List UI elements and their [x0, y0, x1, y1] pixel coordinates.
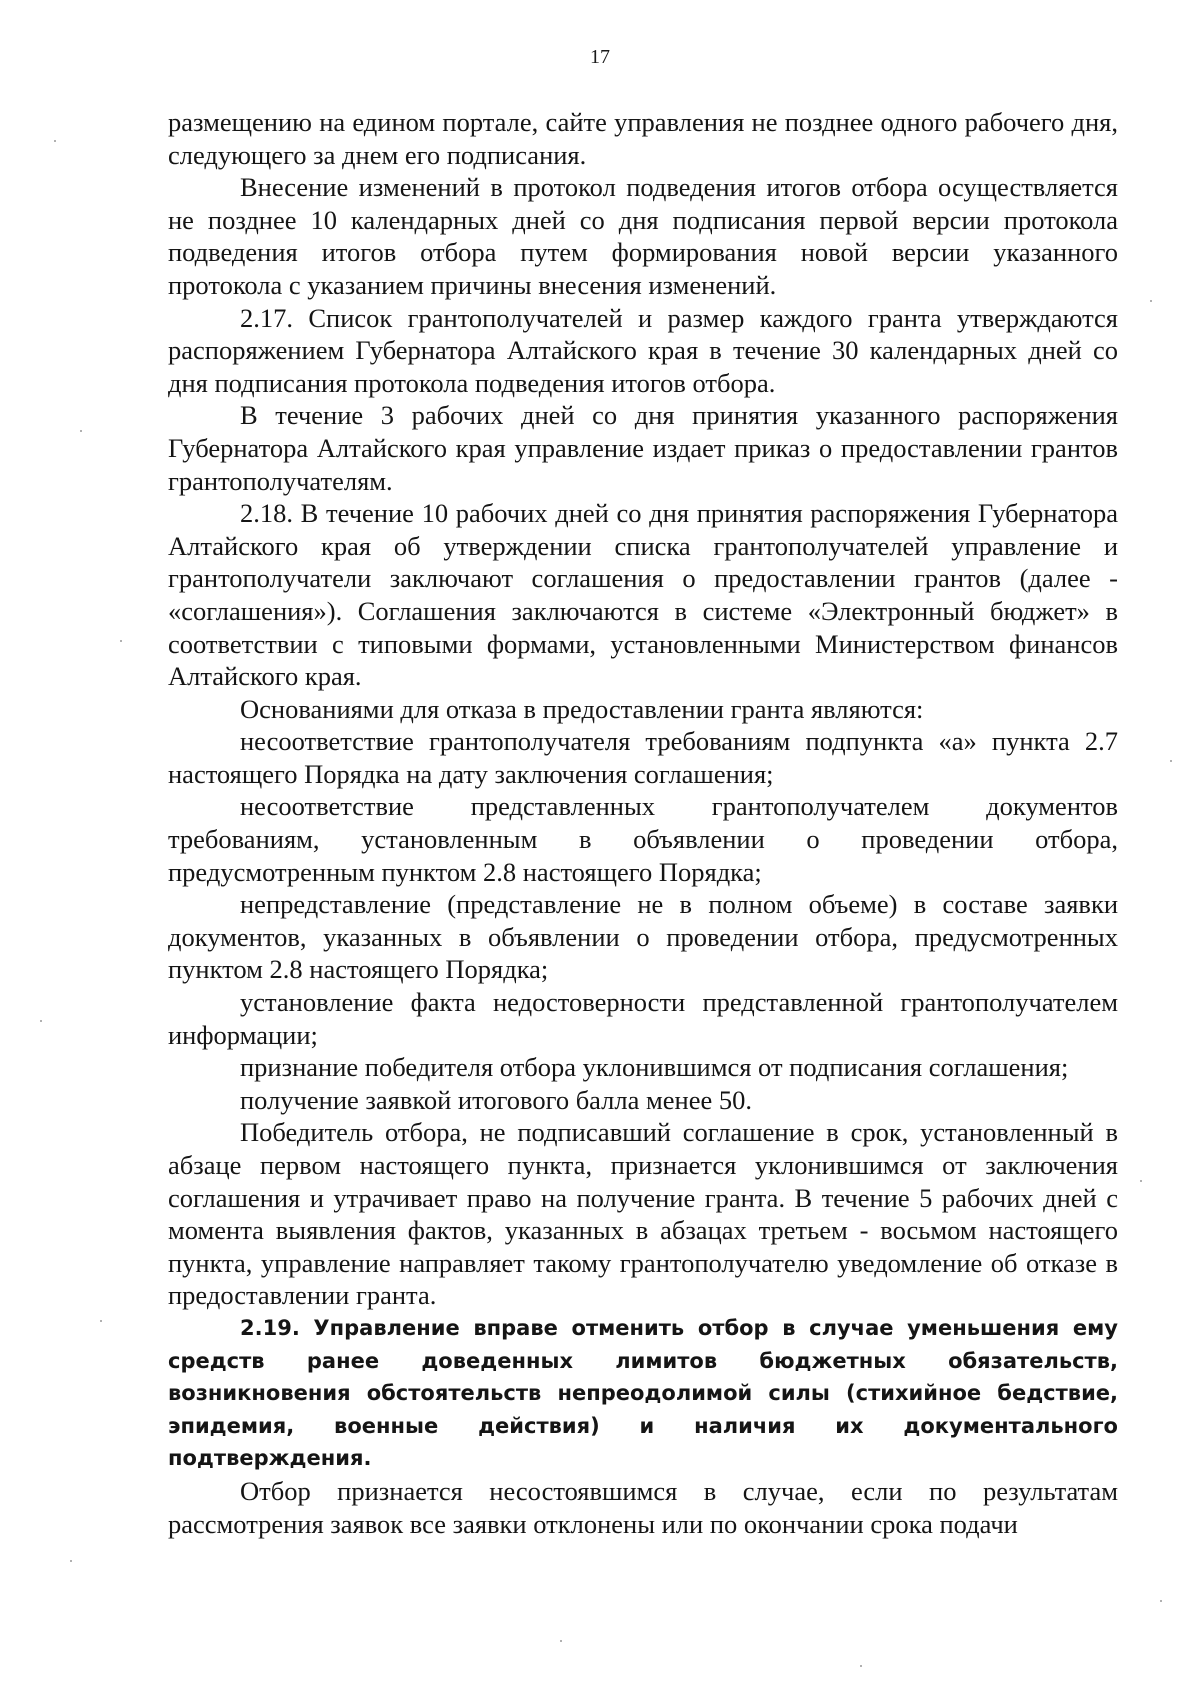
scan-speck: [1170, 760, 1172, 762]
scan-speck: [1160, 1600, 1162, 1602]
paragraph: 2.17. Список грантополучателей и размер каждого гранта утверждаются распоряжением Губернатора Алтайского края в течение 30 календарных дней со дня подписания протокола подведения итогов отбора.: [168, 302, 1118, 398]
paragraph: признание победителя отбора уклонившимся от подписания соглашения;: [240, 1052, 1069, 1083]
scan-speck: [860, 1665, 862, 1667]
scan-speck: [70, 1560, 72, 1562]
paragraph: Победитель отбора, не подписавший соглашение в срок, установленный в абзаце первом настоящего пункта, признается уклонившимся от заключения соглашения и утрачивает право на получение гранта. В течение 5 рабочих дней с момента выявления фактов, указанных в абзацах третьем - восьмом настоящего пункта, управление направляет такому грантополучателю уведомление об отказе в предоставлении гранта.: [168, 1117, 1118, 1311]
paragraph: Внесение изменений в протокол подведения итогов отбора осуществляется не позднее 10 календарных дней со дня подписания первой версии протокола подведения итогов отбора путем формирования новой версии указанного протокола с указанием причины внесения изменений.: [168, 172, 1118, 300]
paragraph: Отбор признается несостоявшимся в случае, если по результатам рассмотрения заявок все заявки отклонены или по окончании срока подачи: [168, 1475, 1118, 1539]
paragraph: установление факта недостоверности представленной грантополучателем информации;: [168, 987, 1118, 1050]
document-body: [168, 106, 1118, 1540]
paragraph: несоответствие представленных грантополучателем документов требованиям, установленным в объявлении о проведении отбора, предусмотренным пунктом 2.8 настоящего Порядка;: [168, 791, 1118, 887]
paragraph: 2.18. В течение 10 рабочих дней со дня принятия распоряжения Губернатора Алтайского края об утверждении списка грантополучателей управление и грантополучатели заключают соглашения о предоставлении грантов (далее - «соглашения»). Соглашения заключаются в системе «Электронный бюджет» в соответствии с типовыми формами, установленными Министерством финансов Алтайского края.: [168, 498, 1118, 692]
paragraph: несоответствие грантополучателя требованиям подпункта «а» пункта 2.7 настоящего Порядка на дату заключения соглашения;: [168, 726, 1118, 789]
scan-speck: [1150, 300, 1152, 302]
scan-speck: [80, 430, 82, 432]
scan-speck: [1140, 1180, 1142, 1182]
scan-speck: [54, 140, 56, 142]
page-number: 17: [590, 46, 610, 68]
paragraph: В течение 3 рабочих дней со дня принятия указанного распоряжения Губернатора Алтайского края управление издает приказ о предоставлении грантов грантополучателям.: [168, 400, 1118, 496]
paragraph: Основаниями для отказа в предоставлении гранта являются:: [240, 693, 924, 724]
scan-speck: [100, 1320, 102, 1322]
paragraph: размещению на едином портале, сайте управления не позднее одного рабочего дня, следующего за днем его подписания.: [168, 107, 1118, 170]
scan-speck: [560, 1640, 562, 1642]
scan-speck: [40, 1020, 42, 1022]
paragraph-bold: 2.19. Управление вправе отменить отбор в случае уменьшения ему средств ранее доведенных лимитов бюджетных обязательств, возникновения обстоятельств непреодолимой силы (стихийное бедствие, эпидемия, военные действия) и наличия их документального подтверждения.: [168, 1315, 1118, 1471]
paragraph: получение заявкой итогового балла менее 50.: [240, 1084, 753, 1115]
scan-speck: [120, 640, 122, 642]
paragraph: непредставление (представление не в полном объеме) в составе заявки документов, указанных в объявлении о проведении отбора, предусмотренных пунктом 2.8 настоящего Порядка;: [168, 889, 1118, 985]
